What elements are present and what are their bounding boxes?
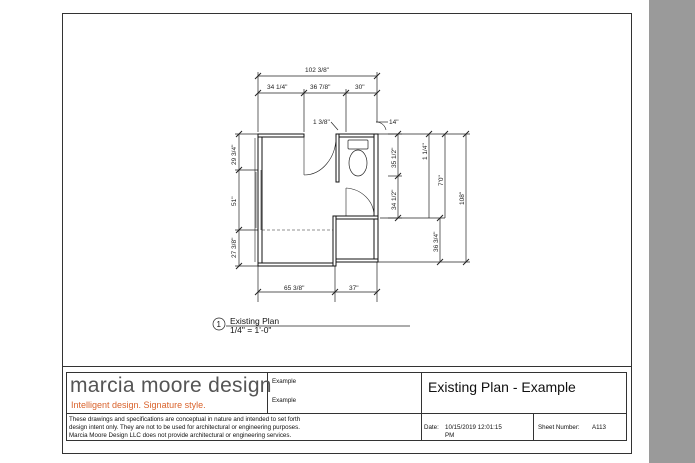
- field-1: Example: [272, 378, 297, 385]
- title-block-top-rule: [62, 366, 632, 367]
- view-scale: 1/4" = 1'-0": [230, 325, 272, 335]
- dim-bottom-left: 65 3/8": [284, 285, 305, 292]
- disclaimer-line-3: Marcia Moore Design LLC does not provide architectural or engineering services.: [69, 432, 292, 439]
- title-block-frame-right: [626, 372, 627, 441]
- title-block-frame-bottom: [66, 440, 626, 441]
- dim-door-gap: 1 3/8": [313, 119, 330, 126]
- dim-bottom-right: 37": [349, 285, 359, 292]
- title-block-frame-left: [66, 372, 67, 441]
- sheet-number: A113: [592, 424, 606, 431]
- date-label: Date:: [424, 424, 439, 431]
- dim-right-7ft: 7'0": [438, 175, 445, 186]
- company-tagline: Intelligent design. Signature style.: [71, 400, 206, 410]
- title-block-mid-rule: [66, 413, 626, 414]
- date-value-ampm: PM: [445, 432, 455, 439]
- dim-jamb: 14": [389, 119, 399, 126]
- dim-overall-width: 102 3/8": [305, 67, 329, 74]
- dim-right-low: 36 3/4": [433, 231, 440, 252]
- dim-left-mid: 51": [231, 196, 238, 206]
- dim-top-right: 30": [355, 84, 365, 91]
- title-block-frame-top: [66, 372, 626, 373]
- view-number: 1: [216, 320, 221, 329]
- dim-right-108: 108": [459, 191, 466, 205]
- title-block-div-2: [421, 372, 422, 441]
- dim-right-small: 1 1/4": [422, 143, 429, 160]
- dim-left-top: 29 3/4": [231, 144, 238, 165]
- dim-top-mid: 36 7/8": [310, 84, 331, 91]
- company-logo: marcia moore design: [70, 374, 272, 397]
- date-value: 10/15/2019 12:01:15: [445, 424, 502, 431]
- title-block-div-3: [533, 413, 534, 441]
- sheet-title: Existing Plan - Example: [428, 379, 576, 395]
- view-title: Existing Plan: [230, 316, 280, 326]
- field-2: Example: [272, 397, 297, 404]
- dim-right-2: 34 1/2": [391, 189, 398, 210]
- disclaimer-line-1: These drawings and specifications are conceptual in nature and intended to set forth: [69, 416, 301, 423]
- disclaimer-line-2: design intent only. They are not to be used for architectural or engineering purposes.: [69, 424, 300, 431]
- sheet-number-label: Sheet Number:: [538, 424, 580, 431]
- dim-left-bottom: 27 3/8": [231, 237, 238, 258]
- dim-top-left: 34 1/4": [267, 84, 288, 91]
- dim-right-1: 35 1/2": [391, 147, 398, 168]
